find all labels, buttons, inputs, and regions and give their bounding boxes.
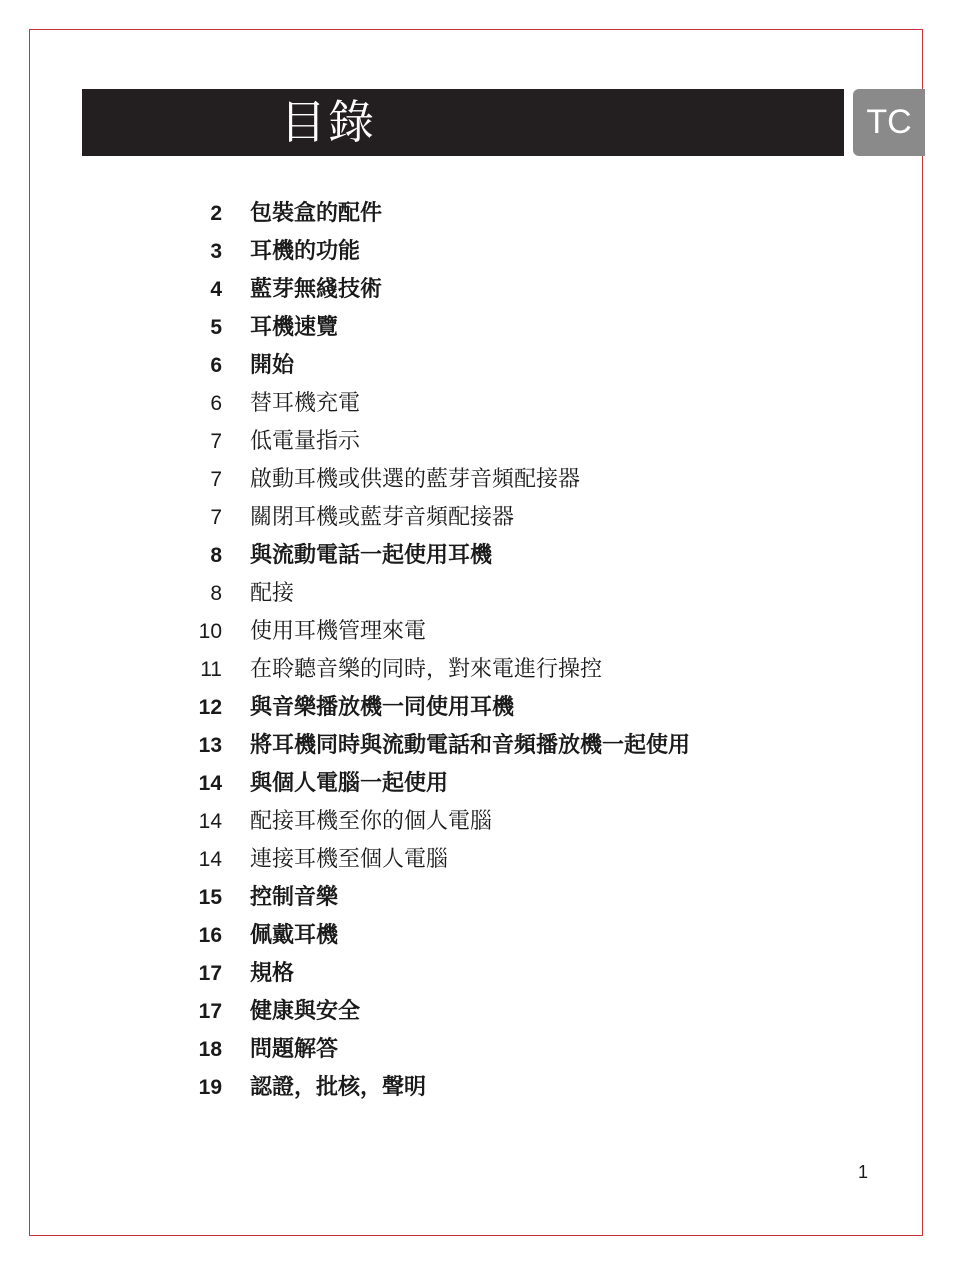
toc-label: 問題解答: [250, 1037, 339, 1062]
toc-page-number: 7: [210, 468, 222, 491]
toc-label: 規格: [250, 961, 295, 986]
toc-label: 使用耳機管理來電: [250, 619, 427, 644]
toc-page-number: 4: [210, 278, 222, 301]
toc-page-number: 19: [198, 1076, 222, 1099]
toc-label: 連接耳機至個人電腦: [250, 847, 449, 872]
toc-page-number: 14: [198, 772, 222, 795]
toc-label: 替耳機充電: [250, 391, 361, 416]
toc-label: 在聆聽音樂的同時，對來電進行操控: [250, 657, 603, 682]
toc-label: 配接: [250, 581, 295, 606]
toc-page-number: 6: [210, 392, 222, 415]
toc-entry[interactable]: [0, 499, 954, 537]
toc-page-number: 18: [198, 1038, 222, 1061]
toc-entry[interactable]: [0, 461, 954, 499]
toc-entry[interactable]: [0, 727, 954, 765]
toc-entry[interactable]: [0, 689, 954, 727]
toc-entry[interactable]: [0, 1031, 954, 1069]
toc-page-number: 6: [210, 354, 222, 377]
title-bar: [82, 89, 844, 156]
toc-entry[interactable]: [0, 955, 954, 993]
toc-label: 控制音樂: [250, 885, 339, 910]
toc-entry[interactable]: [0, 385, 954, 423]
toc-entry[interactable]: [0, 575, 954, 613]
toc-label: 包裝盒的配件: [250, 201, 383, 226]
toc-entry[interactable]: [0, 271, 954, 309]
page-title: 目錄: [280, 95, 376, 149]
toc-label: 與個人電腦一起使用: [250, 771, 449, 796]
toc-entry[interactable]: [0, 613, 954, 651]
toc-entry[interactable]: [0, 309, 954, 347]
toc-page-number: 15: [198, 886, 222, 909]
toc-label: 藍芽無綫技術: [250, 277, 383, 302]
toc-label: 低電量指示: [250, 429, 361, 454]
toc-entry[interactable]: [0, 1069, 954, 1107]
toc-entry[interactable]: [0, 841, 954, 879]
toc-page-number: 13: [198, 734, 222, 757]
toc-entry[interactable]: [0, 765, 954, 803]
toc-entry[interactable]: [0, 347, 954, 385]
toc-label: 耳機速覽: [250, 315, 339, 340]
toc-page-number: 8: [210, 582, 222, 605]
toc-entry[interactable]: [0, 423, 954, 461]
toc-label: 認證，批核，聲明: [250, 1075, 427, 1100]
toc-page-number: 17: [198, 962, 222, 985]
page-number: 1: [858, 1162, 869, 1182]
toc-page-number: 12: [198, 696, 222, 719]
toc-page-number: 17: [198, 1000, 222, 1023]
toc-label: 與音樂播放機一同使用耳機: [250, 695, 515, 720]
toc-label: 與流動電話一起使用耳機: [250, 543, 493, 568]
toc-entry[interactable]: [0, 879, 954, 917]
toc-label: 健康與安全: [250, 999, 361, 1024]
toc-label: 配接耳機至你的個人電腦: [250, 809, 493, 834]
toc-page-number: 16: [198, 924, 222, 947]
toc-entry[interactable]: [0, 917, 954, 955]
toc-entry[interactable]: [0, 233, 954, 271]
toc-entry[interactable]: [0, 803, 954, 841]
toc-entry[interactable]: [0, 195, 954, 233]
toc-page-number: 5: [210, 316, 222, 339]
toc-entry[interactable]: [0, 651, 954, 689]
language-tab: TC: [853, 89, 925, 156]
toc-page-number: 14: [198, 810, 222, 833]
toc-label: 開始: [250, 353, 295, 378]
toc-label: 耳機的功能: [250, 239, 361, 264]
toc-page-number: 8: [210, 544, 222, 567]
toc-page-number: 2: [210, 202, 222, 225]
toc-label: 關閉耳機或藍芽音頻配接器: [250, 505, 515, 530]
table-of-contents: [0, 195, 954, 1107]
toc-page-number: 7: [210, 430, 222, 453]
toc-label: 佩戴耳機: [250, 923, 339, 948]
toc-entry[interactable]: [0, 993, 954, 1031]
toc-label: 啟動耳機或供選的藍芽音頻配接器: [250, 467, 581, 492]
toc-entry[interactable]: [0, 537, 954, 575]
toc-page-number: 10: [198, 620, 222, 643]
toc-page-number: 3: [210, 240, 222, 263]
toc-page-number: 11: [200, 658, 222, 681]
toc-page-number: 7: [210, 506, 222, 529]
toc-page-number: 14: [198, 848, 222, 871]
toc-label: 將耳機同時與流動電話和音頻播放機一起使用: [250, 733, 691, 758]
